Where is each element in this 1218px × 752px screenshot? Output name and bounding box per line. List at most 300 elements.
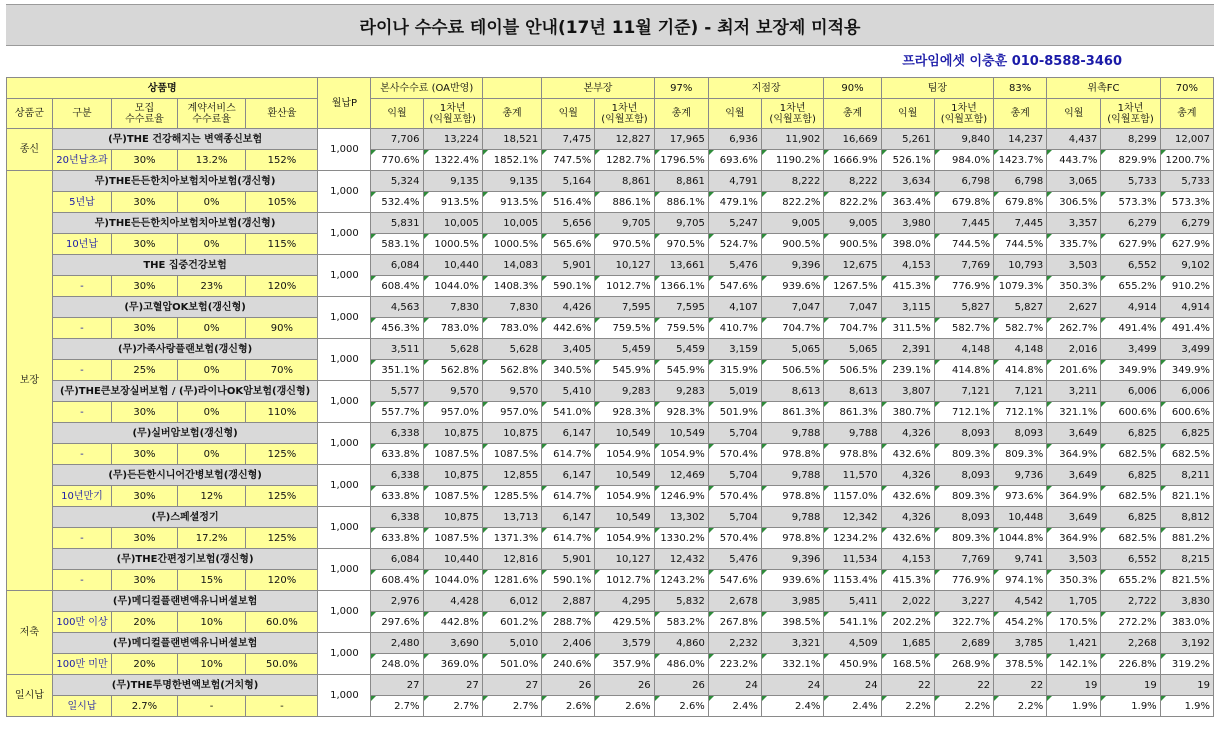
commission-rate: 1087.5% (423, 486, 482, 507)
table-row (7, 192, 1214, 213)
commission-amount: 4,914 (1160, 297, 1213, 318)
commission-rate: 506.5% (824, 360, 881, 381)
commission-amount: 9,705 (595, 213, 654, 234)
commission-amount: 5,831 (371, 213, 423, 234)
commission-amount: 5,733 (1160, 171, 1213, 192)
commission-rate: 633.8% (371, 486, 423, 507)
commission-amount: 5,247 (708, 213, 761, 234)
commission-amount: 12,469 (654, 465, 708, 486)
commission-amount: 2,391 (881, 339, 934, 360)
commission-amount: 6,006 (1160, 381, 1213, 402)
commission-rate: 829.9% (1101, 150, 1160, 171)
commission-amount: 14,083 (482, 255, 541, 276)
monthly-premium-cell: 1,000 (318, 549, 371, 591)
commission-rate: 1666.9% (824, 150, 881, 171)
commission-rate: 744.5% (934, 234, 993, 255)
product-name: (무)가족사랑플랜보험(갱신형) (52, 339, 318, 360)
commission-amount: 5,656 (542, 213, 595, 234)
product-name: (무)스페셜정기 (52, 507, 318, 528)
commission-rate: 809.3% (934, 444, 993, 465)
commission-amount: 6,798 (934, 171, 993, 192)
commission-amount: 22 (934, 675, 993, 696)
first-year-header-line1: 1차년 (439, 102, 466, 114)
commission-amount: 2,689 (934, 633, 993, 654)
commission-amount: 22 (994, 675, 1047, 696)
recruit-fee-cell: 30% (112, 150, 178, 171)
monthly-premium-cell: 1,000 (318, 423, 371, 465)
commission-rate: 913.5% (423, 192, 482, 213)
commission-amount: 10,875 (423, 507, 482, 528)
section-header-team: 팀장 (881, 78, 993, 99)
commission-rate: 2.6% (595, 696, 654, 717)
table-row (7, 255, 1214, 276)
commission-rate: 526.1% (881, 150, 934, 171)
commission-amount: 5,628 (423, 339, 482, 360)
commission-rate: 627.9% (1160, 234, 1213, 255)
monthly-premium-cell: 1,000 (318, 255, 371, 297)
commission-rate: 608.4% (371, 276, 423, 297)
commission-amount: 4,428 (423, 591, 482, 612)
commission-amount: 9,570 (482, 381, 541, 402)
commission-rate: 351.1% (371, 360, 423, 381)
commission-amount: 3,503 (1047, 549, 1101, 570)
commission-amount: 9,396 (761, 255, 823, 276)
commission-amount: 9,135 (482, 171, 541, 192)
table-row (7, 297, 1214, 318)
commission-rate: 349.9% (1160, 360, 1213, 381)
commission-rate: 978.8% (761, 486, 823, 507)
commission-amount: 8,215 (1160, 549, 1213, 570)
commission-amount: 8,093 (934, 465, 993, 486)
first-year-header-line1: 1차년 (779, 102, 806, 114)
commission-rate: 590.1% (542, 570, 595, 591)
commission-rate: 957.0% (423, 402, 482, 423)
table-row (7, 234, 1214, 255)
commission-rate: 978.8% (824, 444, 881, 465)
commission-rate: 491.4% (1101, 318, 1160, 339)
commission-amount: 9,788 (761, 423, 823, 444)
commission-amount: 9,102 (1160, 255, 1213, 276)
conversion-cell: 110% (246, 402, 318, 423)
commission-rate: 583.2% (654, 612, 708, 633)
contract-fee-cell: 12% (177, 486, 246, 507)
commission-amount: 18,521 (482, 129, 541, 150)
commission-amount: 6,825 (1101, 423, 1160, 444)
commission-amount: 12,675 (824, 255, 881, 276)
commission-rate: 443.7% (1047, 150, 1101, 171)
commission-amount: 9,705 (654, 213, 708, 234)
commission-rate: 479.1% (708, 192, 761, 213)
commission-amount: 3,211 (1047, 381, 1101, 402)
commission-rate: 501.9% (708, 402, 761, 423)
commission-rate: 573.3% (1101, 192, 1160, 213)
monthly-premium-cell: 1,000 (318, 339, 371, 381)
category-cell: 10년만기 (52, 486, 111, 507)
product-group-cell: 일시납 (7, 675, 53, 717)
recruit-fee-header-line2: 수수료율 (125, 113, 164, 125)
total-header: 총계 (654, 99, 708, 129)
commission-amount: 5,827 (934, 297, 993, 318)
commission-rate: 822.2% (824, 192, 881, 213)
commission-rate: 1285.5% (482, 486, 541, 507)
product-name: (무)THE투명한변액보험(거치형) (52, 675, 318, 696)
first-year-header (934, 99, 993, 129)
commission-rate: 545.9% (595, 360, 654, 381)
commission-rate: 364.9% (1047, 486, 1101, 507)
commission-rate: 1371.3% (482, 528, 541, 549)
commission-rate: 1054.9% (595, 486, 654, 507)
contract-fee-header (177, 99, 246, 129)
table-row (7, 381, 1214, 402)
commission-amount: 19 (1160, 675, 1213, 696)
commission-amount: 6,825 (1101, 465, 1160, 486)
commission-rate: 2.2% (934, 696, 993, 717)
contract-fee-cell: 0% (177, 402, 246, 423)
commission-rate: 2.6% (654, 696, 708, 717)
commission-amount: 4,791 (708, 171, 761, 192)
recruit-fee-cell: 2.7% (112, 696, 178, 717)
commission-amount: 5,901 (542, 549, 595, 570)
commission-rate: 679.8% (994, 192, 1047, 213)
commission-amount: 3,649 (1047, 423, 1101, 444)
recruit-fee-cell: 20% (112, 612, 178, 633)
table-row (7, 150, 1214, 171)
commission-rate: 414.8% (994, 360, 1047, 381)
recruit-fee-cell: 30% (112, 444, 178, 465)
group-header: 상품군 (7, 99, 53, 129)
commission-rate: 349.9% (1101, 360, 1160, 381)
commission-amount: 11,534 (824, 549, 881, 570)
commission-rate: 429.5% (595, 612, 654, 633)
contract-fee-header-line1: 계약서비스 (187, 102, 236, 114)
commission-amount: 12,816 (482, 549, 541, 570)
commission-amount: 10,875 (423, 423, 482, 444)
commission-amount: 8,613 (824, 381, 881, 402)
commission-rate: 562.8% (482, 360, 541, 381)
commission-amount: 4,148 (934, 339, 993, 360)
conversion-cell: 125% (246, 444, 318, 465)
commission-amount: 6,147 (542, 465, 595, 486)
commission-amount: 2,722 (1101, 591, 1160, 612)
commission-rate: 332.1% (761, 654, 823, 675)
commission-rate: 1.9% (1160, 696, 1213, 717)
commission-rate: 744.5% (994, 234, 1047, 255)
commission-amount: 3,321 (761, 633, 823, 654)
table-row (7, 675, 1214, 696)
commission-rate: 1423.7% (994, 150, 1047, 171)
commission-rate: 322.7% (934, 612, 993, 633)
commission-rate: 1079.3% (994, 276, 1047, 297)
commission-amount: 4,914 (1101, 297, 1160, 318)
commission-amount: 9,283 (595, 381, 654, 402)
commission-amount: 7,475 (542, 129, 595, 150)
commission-amount: 9,788 (761, 465, 823, 486)
commission-rate: 239.1% (881, 360, 934, 381)
first-month-header: 익월 (708, 99, 761, 129)
commission-amount: 13,661 (654, 255, 708, 276)
commission-rate: 306.5% (1047, 192, 1101, 213)
commission-amount: 9,840 (934, 129, 993, 150)
table-row (7, 696, 1214, 717)
commission-rate: 378.5% (994, 654, 1047, 675)
conversion-cell: 120% (246, 570, 318, 591)
commission-amount: 9,396 (761, 549, 823, 570)
commission-amount: 6,798 (994, 171, 1047, 192)
commission-rate: 1.9% (1101, 696, 1160, 717)
table-row (7, 339, 1214, 360)
recruit-fee-cell: 30% (112, 528, 178, 549)
commission-rate: 432.6% (881, 486, 934, 507)
first-year-header-line2: (익월포함) (429, 113, 476, 125)
commission-rate: 170.5% (1047, 612, 1101, 633)
monthly-premium-cell: 1,000 (318, 213, 371, 255)
commission-rate: 297.6% (371, 612, 423, 633)
commission-rate: 1408.3% (482, 276, 541, 297)
commission-rate: 957.0% (482, 402, 541, 423)
commission-rate: 350.3% (1047, 276, 1101, 297)
total-header: 총계 (994, 99, 1047, 129)
commission-amount: 5,901 (542, 255, 595, 276)
contract-fee-cell: 0% (177, 192, 246, 213)
product-name: (무)메디컬플랜변액유니버셜보험 (52, 591, 318, 612)
total-header: 총계 (482, 99, 541, 129)
recruit-fee-header-line1: 모집 (134, 102, 155, 114)
commission-rate: 783.0% (423, 318, 482, 339)
commission-rate: 1153.4% (824, 570, 881, 591)
table-row (7, 486, 1214, 507)
commission-rate: 364.9% (1047, 444, 1101, 465)
table-row (7, 570, 1214, 591)
table-row (7, 318, 1214, 339)
category-cell: 5년납 (52, 192, 111, 213)
commission-rate: 627.9% (1101, 234, 1160, 255)
commission-amount: 10,005 (423, 213, 482, 234)
commission-amount: 4,542 (994, 591, 1047, 612)
commission-rate: 970.5% (595, 234, 654, 255)
commission-rate: 693.6% (708, 150, 761, 171)
commission-rate: 456.3% (371, 318, 423, 339)
commission-rate: 590.1% (542, 276, 595, 297)
commission-amount: 5,324 (371, 171, 423, 192)
commission-rate: 2.7% (482, 696, 541, 717)
commission-rate: 547.6% (708, 570, 761, 591)
commission-rate: 398.0% (881, 234, 934, 255)
commission-amount: 3,511 (371, 339, 423, 360)
commission-rate: 442.6% (542, 318, 595, 339)
commission-amount: 26 (542, 675, 595, 696)
category-cell: 100만 이상 (52, 612, 111, 633)
commission-amount: 6,012 (482, 591, 541, 612)
table-row (7, 612, 1214, 633)
commission-rate: 712.1% (994, 402, 1047, 423)
total-header: 총계 (824, 99, 881, 129)
recruit-fee-cell: 30% (112, 486, 178, 507)
commission-amount: 24 (824, 675, 881, 696)
commission-amount: 3,159 (708, 339, 761, 360)
category-cell: 일시납 (52, 696, 111, 717)
commission-rate: 939.6% (761, 570, 823, 591)
commission-amount: 6,279 (1160, 213, 1213, 234)
commission-rate: 2.6% (542, 696, 595, 717)
commission-rate: 202.2% (881, 612, 934, 633)
commission-rate: 415.3% (881, 276, 934, 297)
commission-rate: 450.9% (824, 654, 881, 675)
commission-rate: 1267.5% (824, 276, 881, 297)
conversion-header: 환산율 (246, 99, 318, 129)
commission-amount: 3,227 (934, 591, 993, 612)
commission-rate: 655.2% (1101, 276, 1160, 297)
product-name: (무)THE간편정기보험(갱신형) (52, 549, 318, 570)
commission-amount: 8,861 (595, 171, 654, 192)
commission-rate: 1322.4% (423, 150, 482, 171)
commission-amount: 8,861 (654, 171, 708, 192)
commission-amount: 4,426 (542, 297, 595, 318)
commission-rate: 335.7% (1047, 234, 1101, 255)
commission-amount: 24 (761, 675, 823, 696)
commission-amount: 5,832 (654, 591, 708, 612)
commission-rate: 614.7% (542, 444, 595, 465)
recruit-fee-cell: 30% (112, 276, 178, 297)
monthly-premium-header: 월납P (318, 78, 371, 129)
commission-rate: 357.9% (595, 654, 654, 675)
commission-amount: 3,065 (1047, 171, 1101, 192)
commission-amount: 7,047 (761, 297, 823, 318)
commission-rate: 614.7% (542, 486, 595, 507)
commission-rate: 311.5% (881, 318, 934, 339)
recruit-fee-cell: 30% (112, 402, 178, 423)
commission-rate: 369.0% (423, 654, 482, 675)
commission-rate: 984.0% (934, 150, 993, 171)
commission-amount: 4,326 (881, 465, 934, 486)
commission-amount: 2,887 (542, 591, 595, 612)
commission-rate: 704.7% (761, 318, 823, 339)
commission-amount: 12,342 (824, 507, 881, 528)
commission-amount: 6,936 (708, 129, 761, 150)
section-rate-division: 97% (654, 78, 708, 99)
table-row (7, 129, 1214, 150)
section-rate-fc: 70% (1160, 78, 1213, 99)
commission-rate: 1087.5% (423, 528, 482, 549)
commission-rate: 2.2% (881, 696, 934, 717)
commission-amount: 6,084 (371, 549, 423, 570)
commission-rate: 582.7% (934, 318, 993, 339)
contract-fee-cell: 0% (177, 444, 246, 465)
commission-amount: 10,875 (423, 465, 482, 486)
commission-amount: 5,411 (824, 591, 881, 612)
commission-amount: 3,357 (1047, 213, 1101, 234)
commission-amount: 3,115 (881, 297, 934, 318)
commission-amount: 5,827 (994, 297, 1047, 318)
commission-amount: 7,595 (654, 297, 708, 318)
commission-amount: 5,704 (708, 507, 761, 528)
commission-rate: 1087.5% (482, 444, 541, 465)
commission-rate: 142.1% (1047, 654, 1101, 675)
commission-rate: 545.9% (654, 360, 708, 381)
category-cell: 10년납 (52, 234, 111, 255)
recruit-fee-cell: 30% (112, 318, 178, 339)
table-row (7, 507, 1214, 528)
commission-rate: 547.6% (708, 276, 761, 297)
commission-amount: 14,237 (994, 129, 1047, 150)
commission-amount: 5,704 (708, 465, 761, 486)
commission-amount: 8,613 (761, 381, 823, 402)
commission-amount: 5,164 (542, 171, 595, 192)
commission-amount: 10,440 (423, 255, 482, 276)
commission-amount: 3,499 (1160, 339, 1213, 360)
commission-rate: 704.7% (824, 318, 881, 339)
commission-rate: 1044.8% (994, 528, 1047, 549)
commission-amount: 3,985 (761, 591, 823, 612)
commission-amount: 5,065 (824, 339, 881, 360)
commission-rate: 928.3% (595, 402, 654, 423)
table-row (7, 276, 1214, 297)
product-name: (무)메디컬플랜변액유니버셜보험 (52, 633, 318, 654)
commission-amount: 6,825 (1160, 423, 1213, 444)
monthly-premium-cell: 1,000 (318, 633, 371, 675)
section-header-branch: 지점장 (708, 78, 824, 99)
commission-rate: 532.4% (371, 192, 423, 213)
commission-rate: 350.3% (1047, 570, 1101, 591)
conversion-cell: 60.0% (246, 612, 318, 633)
monthly-premium-cell: 1,000 (318, 297, 371, 339)
commission-rate: 201.6% (1047, 360, 1101, 381)
commission-amount: 5,459 (654, 339, 708, 360)
category-cell: - (52, 318, 111, 339)
commission-rate: 770.6% (371, 150, 423, 171)
commission-rate: 583.1% (371, 234, 423, 255)
commission-rate: 288.7% (542, 612, 595, 633)
product-group-cell: 저축 (7, 591, 53, 675)
commission-rate: 410.7% (708, 318, 761, 339)
product-name: (무)실버암보험(갱신형) (52, 423, 318, 444)
table-row (7, 171, 1214, 192)
first-year-header (595, 99, 654, 129)
category-cell: - (52, 360, 111, 381)
commission-rate: 861.3% (824, 402, 881, 423)
section-rate-hq (482, 78, 541, 99)
commission-rate: 1234.2% (824, 528, 881, 549)
commission-amount: 9,788 (761, 507, 823, 528)
commission-amount: 3,499 (1101, 339, 1160, 360)
commission-rate: 1012.7% (595, 276, 654, 297)
monthly-premium-cell: 1,000 (318, 381, 371, 423)
commission-rate: 1366.1% (654, 276, 708, 297)
commission-rate: 1054.9% (595, 444, 654, 465)
commission-rate: 928.3% (654, 402, 708, 423)
commission-rate: 267.8% (708, 612, 761, 633)
commission-amount: 2,406 (542, 633, 595, 654)
commission-amount: 6,084 (371, 255, 423, 276)
commission-rate: 582.7% (994, 318, 1047, 339)
commission-rate: 682.5% (1101, 444, 1160, 465)
commission-amount: 13,224 (423, 129, 482, 150)
commission-rate: 524.7% (708, 234, 761, 255)
commission-amount: 6,147 (542, 507, 595, 528)
commission-table (6, 77, 1214, 717)
recruit-fee-cell: 25% (112, 360, 178, 381)
commission-amount: 2,976 (371, 591, 423, 612)
monthly-premium-cell: 1,000 (318, 507, 371, 549)
section-header-division: 본부장 (542, 78, 654, 99)
commission-rate: 557.7% (371, 402, 423, 423)
commission-rate: 679.8% (934, 192, 993, 213)
contract-fee-header-line2: 수수료율 (192, 113, 231, 125)
category-cell: - (52, 528, 111, 549)
commission-amount: 5,065 (761, 339, 823, 360)
commission-amount: 5,476 (708, 255, 761, 276)
table-row (7, 654, 1214, 675)
commission-rate: 272.2% (1101, 612, 1160, 633)
